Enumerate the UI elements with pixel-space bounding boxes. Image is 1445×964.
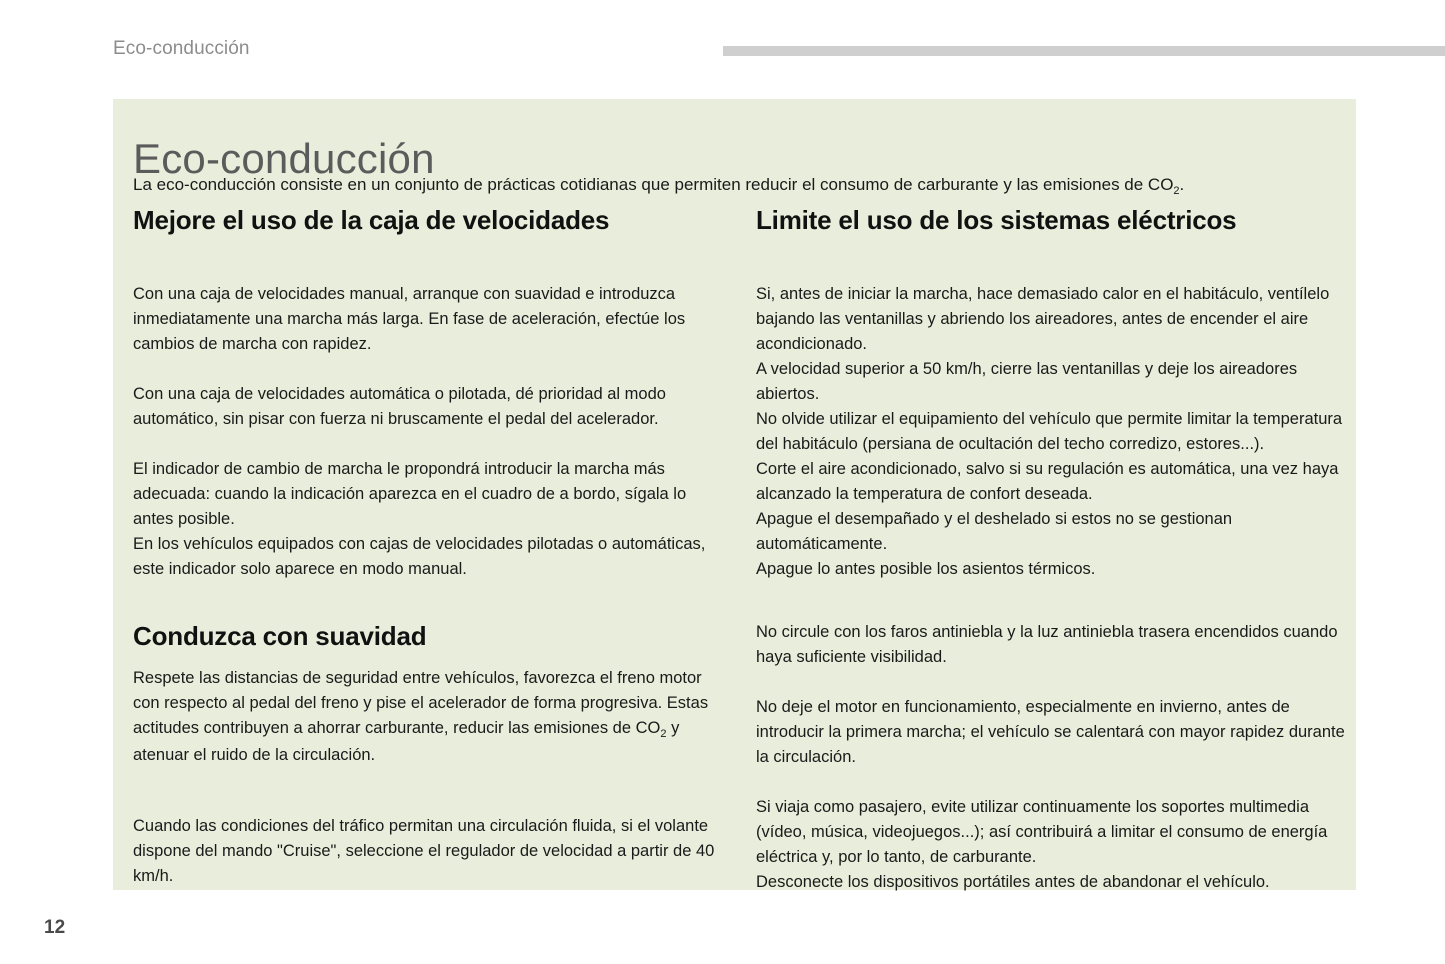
left-paragraph-4: En los vehículos equipados con cajas de velocidades pilotadas o automáticas, este indicador solo aparece en modo manual. <box>133 535 706 578</box>
right-column <box>756 204 1346 895</box>
spacer <box>756 236 1346 282</box>
left-column <box>133 204 723 889</box>
left-paragraph-5-after: y atenuar el ruido de la circulación. <box>133 719 680 764</box>
intro-subscript: 2 <box>1173 185 1180 197</box>
left-paragraph-5-subscript: 2 <box>660 728 667 740</box>
spacer <box>756 770 1346 795</box>
right-paragraph-10: Desconecte los dispositivos portátiles antes de abandonar el vehículo. <box>756 873 1270 891</box>
right-paragraph-2: A velocidad superior a 50 km/h, cierre las ventanillas y deje los aireadores abiertos. <box>756 360 1298 403</box>
intro-text-after: . <box>1179 175 1185 194</box>
running-header-title: Eco-conducción <box>113 38 250 59</box>
spacer <box>756 670 1346 695</box>
left-paragraph-2: Con una caja de velocidades automática o pilotada, dé prioridad al modo automático, sin pisar con fuerza ni bruscamente el pedal del acelerador. <box>133 385 666 428</box>
spacer <box>133 432 723 457</box>
intro-text-before: La eco-conducción consiste en un conjunto de prácticas cotidianas que permiten reducir el consumo de carburante y las emisiones de CO <box>133 175 1174 194</box>
page-header <box>0 38 1445 68</box>
right-paragraph-1: Si, antes de iniciar la marcha, hace demasiado calor en el habitáculo, ventílelo bajando las ventanillas y abriendo los aireadores, antes de encender el aire acondicionado. <box>756 285 1330 353</box>
spacer <box>133 357 723 382</box>
right-section-heading-electrical: Limite el uso de los sistemas eléctricos <box>756 205 1237 235</box>
spacer <box>133 652 723 666</box>
left-section-heading-smooth-driving: Conduzca con suavidad <box>133 621 427 651</box>
spacer <box>133 768 723 814</box>
content-panel <box>113 99 1356 890</box>
right-paragraph-4: Corte el aire acondicionado, salvo si su regulación es automática, una vez haya alcanzado la temperatura de confort deseada. <box>756 460 1339 503</box>
right-paragraph-7: No circule con los faros antiniebla y la luz antiniebla trasera encendidos cuando haya suficiente visibilidad. <box>756 623 1338 666</box>
right-paragraph-6: Apague lo antes posible los asientos térmicos. <box>756 560 1096 578</box>
spacer <box>133 236 723 282</box>
left-paragraph-1: Con una caja de velocidades manual, arranque con suavidad e introduzca inmediatamente una marcha más larga. En fase de aceleración, efectúe los cambios de marcha con rapidez. <box>133 285 686 353</box>
right-paragraph-8: No deje el motor en funcionamiento, especialmente en invierno, antes de introducir la primera marcha; el vehículo se calentará con mayor rapidez durante la circulación. <box>756 698 1345 766</box>
left-paragraph-6: Cuando las condiciones del tráfico permitan una circulación fluida, si el volante dispone del mando "Cruise", seleccione el regulador de velocidad a partir de 40 km/h. <box>133 817 715 885</box>
left-paragraph-5 <box>133 666 723 768</box>
left-paragraph-3: El indicador de cambio de marcha le propondrá introducir la marcha más adecuada: cuando la indicación aparezca en el cuadro de a bordo, sígala lo antes posible. <box>133 460 687 528</box>
page-number: 12 <box>44 917 66 938</box>
left-paragraph-5-before: Respete las distancias de seguridad entre vehículos, favorezca el freno motor con respecto al pedal del freno y pise el acelerador de forma progresiva. Estas actitudes contribuyen a ahorrar carburante, reducir las emisiones de CO <box>133 669 709 737</box>
spacer <box>756 582 1346 620</box>
spacer <box>133 582 723 620</box>
right-paragraph-3: No olvide utilizar el equipamiento del vehículo que permite limitar la temperatura del habitáculo (persiana de ocultación del techo corredizo, estores...). <box>756 410 1343 453</box>
left-section-heading-gearbox: Mejore el uso de la caja de velocidades <box>133 205 610 235</box>
right-paragraph-9: Si viaja como pasajero, evite utilizar continuamente los soportes multimedia (vídeo, música, videojuegos...); así contribuirá a limitar el consumo de energía eléctrica y, por lo tanto, de carburante. <box>756 798 1328 866</box>
page-title: Eco-conducción <box>133 135 435 183</box>
header-rule <box>723 46 1445 56</box>
intro-paragraph <box>133 173 1343 199</box>
right-paragraph-5: Apague el desempañado y el deshelado si estos no se gestionan automáticamente. <box>756 510 1233 553</box>
